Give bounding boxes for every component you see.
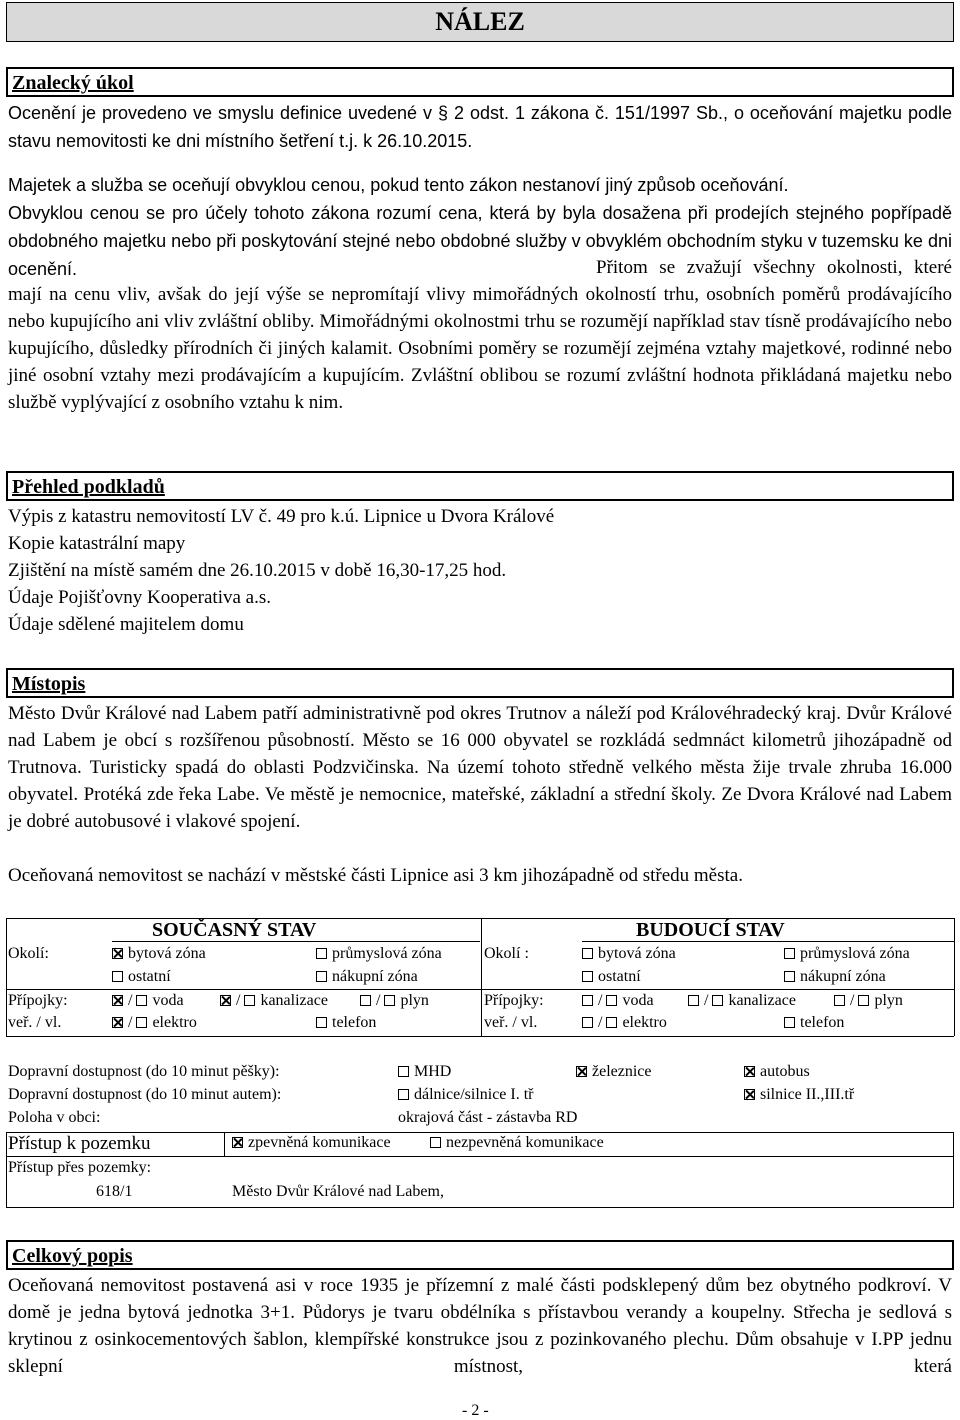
cur-kanalizace[interactable]: / kanalizace [220, 992, 328, 1010]
unchecked-icon [834, 995, 845, 1006]
doprava-autem-label: Dopravní dostupnost (do 10 minut autem): [8, 1086, 282, 1103]
podklad-item: Kopie katastrální mapy [8, 533, 186, 554]
checked-icon [220, 995, 231, 1006]
checked-icon [232, 1137, 243, 1148]
fut-bytova[interactable]: bytová zóna [582, 945, 676, 963]
stav-mid-line [6, 989, 954, 990]
cur-prumyslova[interactable]: průmyslová zóna [316, 945, 442, 963]
poloha-value: okrajová část - zástavba RD [398, 1109, 578, 1126]
opt-zpevnena[interactable]: zpevněná komunikace [232, 1134, 391, 1152]
celkovy-p1: Oceňovaná nemovitost postavená asi v roce 1935 je přízemní z malé části podsklepený dům bez obytného podkroví. V domě je jedna bytová jednotka 3+1. Půdorys je tvaru obdélníka s přístavbou verandy a koupelny. Střecha je sedlová s krytinou z osinkocementových šablon, klempířské konstrukce jsou z pozinkovaného plechu. Dům obsahuje v I.PP jednu sklepní místnost, která [8, 1275, 952, 1377]
unchecked-icon [316, 971, 327, 982]
checked-icon [112, 1017, 123, 1028]
section-heading-mistopis: Místopis [6, 668, 954, 698]
stav-left-border [6, 918, 7, 1036]
unchecked-icon [606, 1017, 617, 1028]
unchecked-icon [360, 995, 371, 1006]
opt-nezpevnena[interactable]: nezpevněná komunikace [430, 1134, 604, 1152]
opt-silnice[interactable]: silnice II.,III.tř [744, 1086, 854, 1104]
pristup-pozemku-label: Přístup k pozemku [8, 1133, 151, 1154]
checked-icon [112, 995, 123, 1006]
unchecked-icon [582, 1017, 593, 1028]
unchecked-icon [398, 1066, 409, 1077]
unchecked-icon [784, 1017, 795, 1028]
future-state-heading: BUDOUCÍ STAV [636, 919, 785, 941]
unchecked-icon [712, 995, 723, 1006]
doprava-pesky-label: Dopravní dostupnost (do 10 minut pěšky): [8, 1063, 280, 1080]
cur-bytova[interactable]: bytová zóna [112, 945, 206, 963]
title-box [6, 2, 954, 42]
fut-elektro[interactable]: / elektro [582, 1014, 667, 1032]
page-number: - 2 - [462, 1402, 489, 1419]
unchecked-icon [582, 948, 593, 959]
ver-vl-label: veř. / vl. [8, 1014, 62, 1031]
section-heading-podklady: Přehled podkladů [6, 471, 954, 501]
stav-divider [481, 918, 482, 1036]
stav-bottom-line [6, 1036, 954, 1037]
znalecky-p2b: Obvyklou cenou se pro účely tohoto zákona rozumí cena, která by byla dosažena při prodejích stejného popřípadě obdobného majetku nebo při poskytování stejné nebo obdobné služby v obvyklém obchodním styku v tuzemsku ke dni ocenění. [8, 203, 952, 279]
cur-telefon[interactable]: telefon [316, 1014, 376, 1032]
pripojky-label: Přípojky: [8, 992, 68, 1009]
unchecked-icon [784, 948, 795, 959]
opt-zeleznice[interactable]: železnice [576, 1063, 652, 1081]
pristup-col-divider [224, 1132, 225, 1156]
section-heading-celkovy: Celkový popis [6, 1240, 954, 1270]
opt-autobus[interactable]: autobus [744, 1063, 810, 1081]
ver-vl-future-label: veř. / vl. [484, 1014, 538, 1031]
pripojky-future-label: Přípojky: [484, 992, 544, 1009]
podklad-item: Výpis z katastru nemovitostí LV č. 49 pro k.ú. Lipnice u Dvora Králové [8, 506, 555, 527]
opt-mhd[interactable]: MHD [398, 1063, 451, 1081]
cur-elektro[interactable]: / elektro [112, 1014, 197, 1032]
unchecked-icon [688, 995, 699, 1006]
znalecky-p1: Ocenění je provedeno ve smyslu definice uvedené v § 2 odst. 1 zákona č. 151/1997 Sb., o oceňování majetku podle stavu nemovitosti ke dni místního šetření t.j. k 26.10.2015. [8, 103, 952, 151]
cur-plyn[interactable]: / plyn [360, 992, 429, 1010]
unchecked-icon [606, 995, 617, 1006]
okoli-future-label: Okolí : [484, 945, 529, 962]
cur-nakupni[interactable]: nákupní zóna [316, 968, 418, 986]
fut-voda[interactable]: / voda [582, 992, 654, 1010]
section-heading-znalecky: Znalecký úkol [6, 67, 954, 97]
unchecked-icon [398, 1089, 409, 1100]
unchecked-icon [784, 971, 795, 982]
stav-right-border [954, 918, 955, 1036]
fut-ostatni[interactable]: ostatní [582, 968, 641, 986]
pristup-divider [6, 1156, 954, 1157]
unchecked-icon [112, 971, 123, 982]
checked-icon [744, 1089, 755, 1100]
podklad-item: Údaje sdělené majitelem domu [8, 614, 244, 635]
unchecked-icon [858, 995, 869, 1006]
poloha-label: Poloha v obci: [8, 1109, 101, 1126]
znalecky-p2c: Přitom se zvažují všechny okolnosti, které mají na cenu vliv, avšak do její výše se nepromítají vlivy mimořádných okolností trhu, osobních poměrů prodávajícího nebo kupujícího ani vliv zvláštní obliby. Mimořádnými okolnostmi trhu se rozumějí například stav tísně prodávajícího nebo kupujícího, důsledky přírodních či jiných kalamit. Osobními poměry se rozumějí zejména vztahy majetkové, rodinné nebo jiné osobní vztahy mezi prodávajícím a kupujícím. Zvláštní oblibou se rozumí zvláštní hodnota přikládaná majetku nebo službě vyplývající z osobního vztahu k nim. [8, 257, 952, 413]
unchecked-icon [316, 1017, 327, 1028]
opt-dalnice[interactable]: dálnice/silnice I. tř [398, 1086, 534, 1104]
fut-plyn[interactable]: / plyn [834, 992, 903, 1010]
checked-icon [112, 948, 123, 959]
fut-kanalizace[interactable]: / kanalizace [688, 992, 796, 1010]
fut-prumyslova[interactable]: průmyslová zóna [784, 945, 910, 963]
pristup-pres-label: Přístup přes pozemky: [8, 1159, 152, 1176]
unchecked-icon [384, 995, 395, 1006]
checked-icon [576, 1066, 587, 1077]
cur-voda[interactable]: / voda [112, 992, 184, 1010]
podklad-item: Údaje Pojišťovny Kooperativa a.s. [8, 587, 271, 608]
unchecked-icon [582, 971, 593, 982]
unchecked-icon [582, 995, 593, 1006]
cur-ostatni[interactable]: ostatní [112, 968, 171, 986]
current-state-heading: SOUČASNÝ STAV [152, 919, 317, 941]
unchecked-icon [136, 1017, 147, 1028]
okoli-label: Okolí: [8, 945, 49, 962]
unchecked-icon [244, 995, 255, 1006]
page-title: NÁLEZ [435, 7, 525, 36]
checked-icon [744, 1066, 755, 1077]
fut-nakupni[interactable]: nákupní zóna [784, 968, 886, 986]
unchecked-icon [430, 1137, 441, 1148]
fut-telefon[interactable]: telefon [784, 1014, 844, 1032]
mistopis-p2: Oceňovaná nemovitost se nachází v městské části Lipnice asi 3 km jihozápadně od středu města. [8, 865, 743, 886]
parcela-number: 618/1 [96, 1183, 133, 1200]
unchecked-icon [316, 948, 327, 959]
znalecky-p2a: Majetek a služba se oceňují obvyklou cenou, pokud tento zákon nestanoví jiný způsob oceňování. [8, 175, 789, 195]
mistopis-p1: Město Dvůr Králové nad Labem patří administrativně pod okres Trutnov a náleží pod Královéhradecký kraj. Dvůr Králové nad Labem je obcí s rozšířenou působností. Město se 16 000 obyvatel se rozkládá sedmnáct kilometrů jihozápadně od Trutnova. Turisticky spadá do oblasti Podzvičinska. Na území tohoto středně velkého města žije trvale zhruba 16.000 obyvatel. Protéká zde řeka Labe. Ve městě je nemocnice, mateřské, základní a střední školy. Ze Dvora Králové nad Labem je dobré autobusové i vlakové spojení. [8, 703, 952, 832]
stav-top-line [6, 918, 954, 919]
parcela-owner: Město Dvůr Králové nad Labem, [232, 1183, 444, 1200]
unchecked-icon [136, 995, 147, 1006]
podklad-item: Zjištění na místě samém dne 26.10.2015 v době 16,30-17,25 hod. [8, 560, 507, 581]
